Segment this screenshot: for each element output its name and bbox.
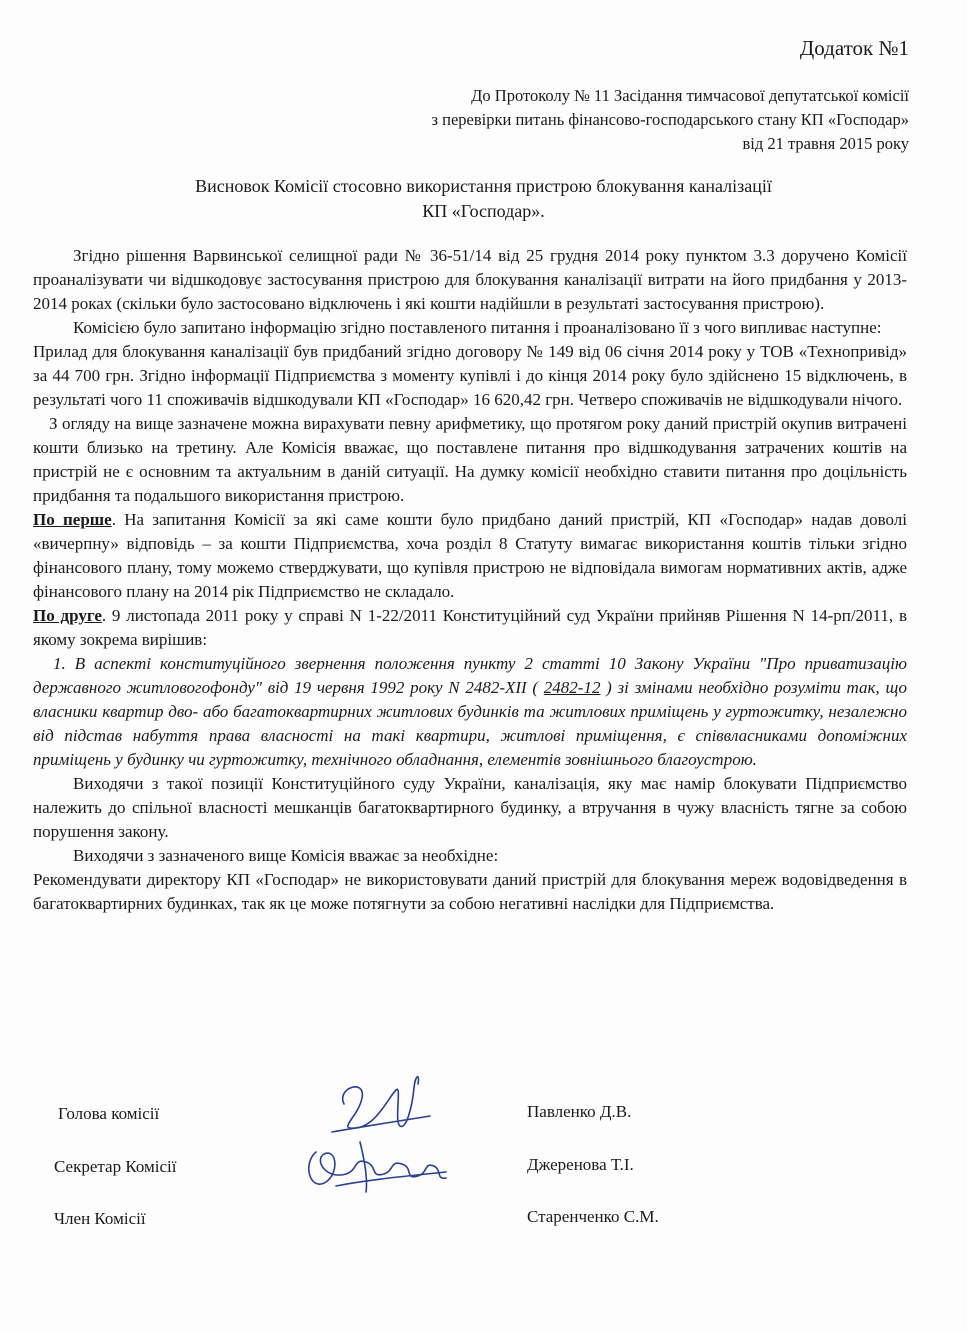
second-point-text: . 9 листопада 2011 року у справі N 1-22/2011 Конституційний суд України прийняв Рішення N 14-рп/2011, в якому зокрема вирішив:: [33, 606, 907, 649]
appendix-label: Додаток №1: [799, 36, 909, 60]
second-point-label: По друге: [33, 606, 102, 625]
paragraph-4: З огляду на вище зазначене можна вирахувати певну арифметику, що протягом року даний пристрій окупив витрачені кошти близько на третину. Але Комісія вважає, що поставлене питання про відшкодування затрачених коштів на пристрій не є основним та актуальним в даній ситуації. На думку комісії необхідно ставити питання про доцільність придбання та подальшого використання пристрою.: [33, 414, 907, 505]
paragraph-9: Рекомендувати директору КП «Господар» не використовувати даний пристрій для блокування мереж водовідведення в багатоквартирних будинках, так як це може потягнути за собою негативні наслідки для Підприємства.: [33, 870, 907, 913]
signature-role-member: Член Комісії: [54, 1209, 146, 1228]
law-reference-link[interactable]: 2482-12: [543, 678, 601, 697]
title-line-1: Висновок Комісії стосовно використання пристрою блокування каналізації: [195, 176, 772, 196]
document-title: [0, 174, 967, 224]
header-line-3: від 21 травня 2015 року: [742, 134, 909, 153]
document-body: [33, 244, 907, 916]
signature-role-secretary: Секретар Комісії: [54, 1157, 177, 1176]
paragraph-2: Комісією було запитано інформацію згідно поставленого питання і проаналізовано її з чого випливає наступне:: [73, 318, 882, 337]
first-point-text: . На запитання Комісії за які саме кошти було придбано даний пристрій, КП «Господар» надав доволі «вичерпну» відповідь – за кошти Підприємства, хоча розділ 8 Статуту вимагає використання коштів тільки згідно фінансового плану, тому можемо стверджувати, що купівля пристрою не відповідала вимогам нормативних актів, адже фінансового плану на 2014 рік Підприємство не складало.: [33, 510, 907, 601]
handwritten-signatures: [296, 1068, 456, 1208]
header-line-2: з перевірки питань фінансово-господарського стану КП «Господар»: [431, 110, 909, 129]
signature-role-chair: Голова комісії: [58, 1104, 160, 1123]
paragraph-6: [33, 604, 907, 652]
title-line-2: КП «Господар».: [422, 201, 545, 221]
paragraph-5: [33, 508, 907, 604]
paragraph-7: Виходячи з такої позиції Конституційного суду України, каналізація, яку має намір блокувати Підприємство належить до спільної власності мешканців багатоквартирного будинку, а втручання в чужу власність тягне за собою порушення закону.: [33, 774, 907, 841]
signature-name-chair: Павленко Д.В.: [527, 1102, 632, 1121]
signature-name-secretary: Джеренова Т.І.: [527, 1155, 634, 1174]
quote-text-b: ) зі змінами необхідно розуміти так, що власники квартир дво- або багатоквартирних житлових будинків та житлових приміщень у гуртожитку, незалежно від підстав набуття права власності на такі квартири, житлові приміщення, є співвласниками допоміжних приміщень у будинку чи гуртожитку, технічного обладнання, елементів зовнішнього благоустрою.: [33, 678, 907, 769]
paragraph-8: Виходячи з зазначеного вище Комісія вважає за необхідне:: [73, 846, 499, 865]
court-decision-quote: [33, 652, 907, 772]
quote-text-a: 1. В аспекті конституційного звернення положення пункту 2 статті 10 Закону України "Про приватизацію державного житловогофонду" від 19 червня 1992 року N 2482-XII (: [33, 654, 907, 697]
paragraph-1: Згідно рішення Варвинської селищної ради № 36-51/14 від 25 грудня 2014 року пунктом 3.3 доручено Комісії проаналізувати чи відшкодовує застосування пристрою для блокування каналізації витрати на його придбання у 2013-2014 роках (скільки було застосовано відключень і які кошти надійшли в результаті застосування пристрою).: [33, 246, 907, 313]
signature-name-member: Старенченко С.М.: [527, 1207, 659, 1226]
paragraph-3: Прилад для блокування каналізації був придбаний згідно договору № 149 від 06 січня 2014 року у ТОВ «Технопривід» за 44 700 грн. Згідно інформації Підприємства з моменту купівлі і до кінця 2014 року було здійснено 15 відключень, в результаті чого 11 споживачів відшкодували КП «Господар» 16 620,42 грн. Четверо споживачів не відшкодували нічого.: [33, 342, 907, 409]
document-header: [432, 84, 909, 156]
header-line-1: До Протоколу № 11 Засідання тимчасової депутатської комісії: [471, 86, 909, 105]
first-point-label: По перше: [33, 510, 112, 529]
